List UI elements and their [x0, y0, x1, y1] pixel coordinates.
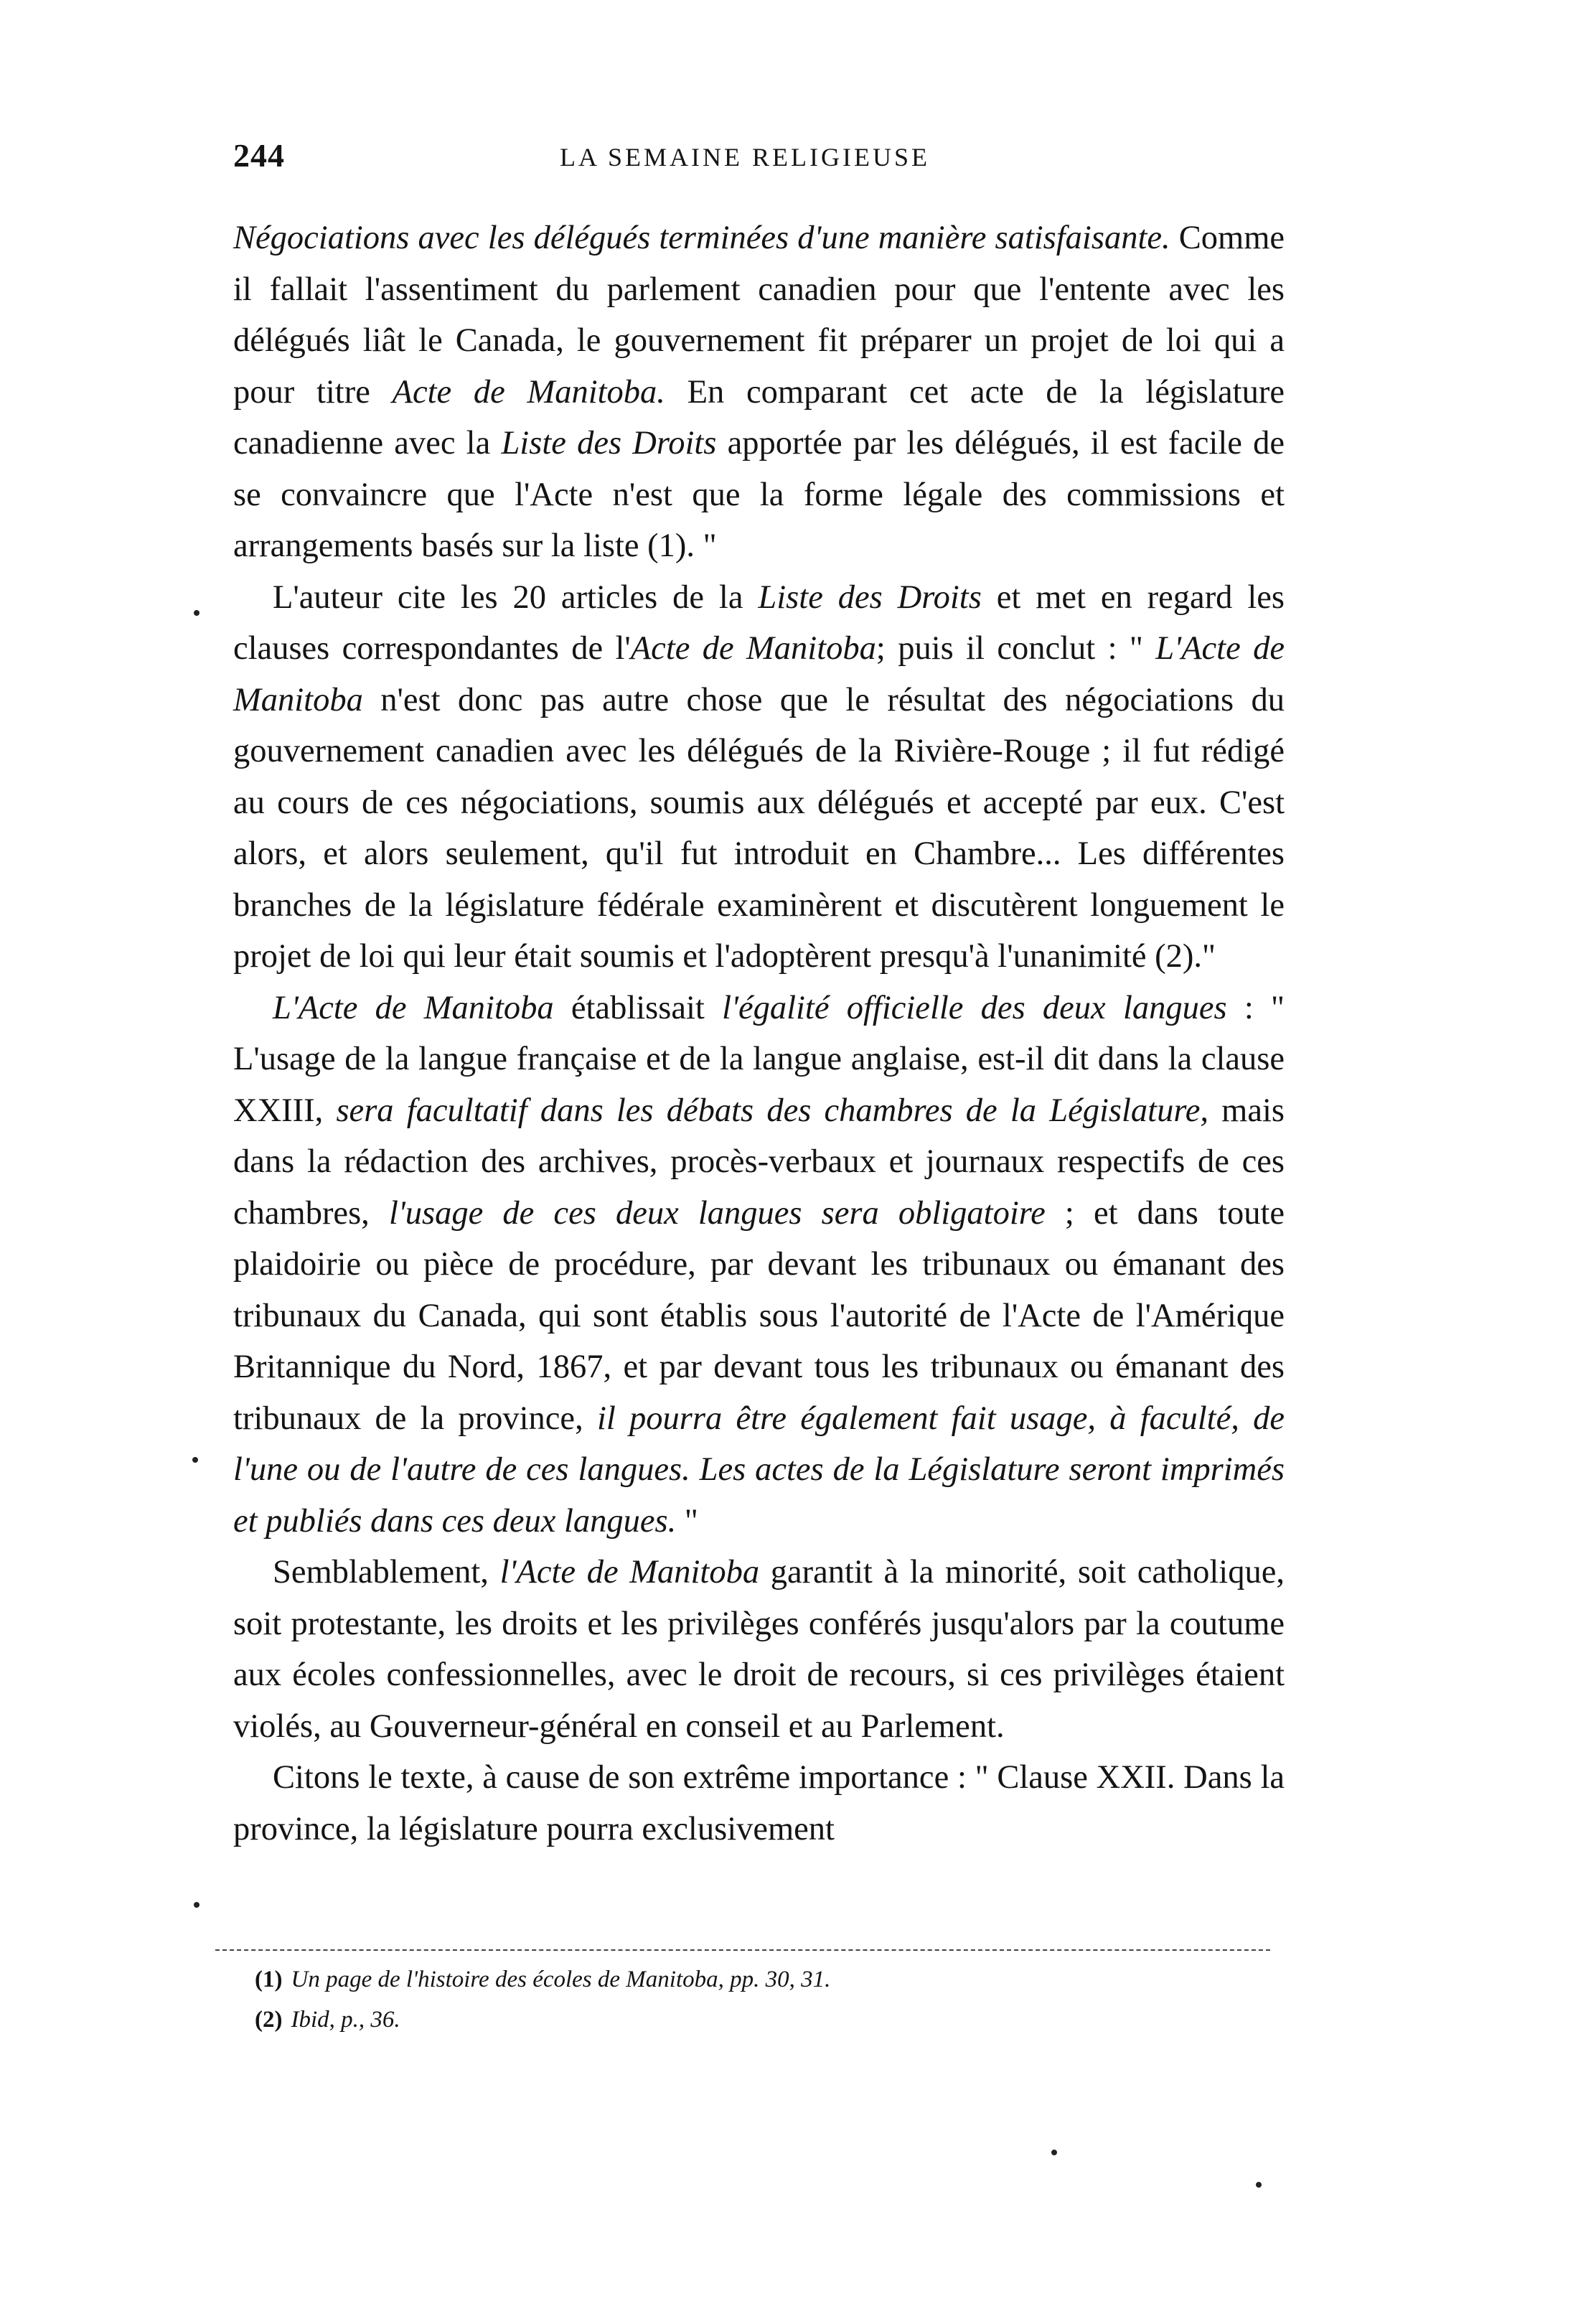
text-run: garantit à la minorité, soit catholique, soit protestante, les droits et les privilèges conférés jusqu'alors par la coutume aux écoles confessionnelles, avec le droit de recours, si ces privilèges étaient violés, au Gouverneur-général en conseil et au Parlement. — [233, 1554, 1285, 1745]
footnote-text: Un page de l'histoire des écoles de Manitoba, pp. 30, 31. — [291, 1967, 831, 1992]
text-run: L'auteur cite les 20 articles de la — [273, 578, 759, 616]
scan-speck — [194, 610, 200, 616]
italic-text-run: Liste des Droits — [501, 425, 717, 461]
italic-text-run: l'Acte de Manitoba — [499, 1554, 760, 1590]
scan-speck — [1051, 2150, 1057, 2155]
body-text — [233, 212, 1285, 1855]
text-run: Comme il fallait l'assentiment du parlement canadien pour que l'entente avec les délégués liât le Canada, le gouvernement fit préparer un projet de loi qui a pour titre — [233, 220, 1285, 411]
italic-text-run: il pourra être également fait usage, à faculté, de l'une ou de l'autre de ces langues. Les actes de la Législature seront imprimés et publiés dans ces deux langues. — [233, 1400, 1285, 1540]
paragraph — [233, 572, 1285, 983]
text-run: : " L'usage de la langue française et de la langue anglaise, est-il dit dans la clause XXIII, — [233, 989, 1285, 1129]
footnote-mark: (1) — [255, 1967, 283, 1992]
scan-speck — [1256, 2182, 1262, 2188]
italic-text-run: Liste des Droits — [758, 578, 982, 616]
italic-text-run: Négociations avec les délégués terminées d'une manière satisfaisante. — [233, 220, 1170, 256]
italic-text-run: L'Acte de Manitoba — [273, 989, 554, 1026]
text-run: et met en regard les clauses correspondantes de l' — [233, 578, 1285, 667]
footnote-text: Ibid, p., 36. — [291, 2007, 400, 2033]
text-run: ; puis il conclut : " — [876, 630, 1156, 667]
paragraph — [233, 1547, 1285, 1752]
text-run: établissait — [553, 989, 723, 1026]
text-run: mais dans la rédaction des archives, procès-verbaux et journaux respectifs de ces chambres, — [233, 1092, 1285, 1232]
page-number: 244 — [233, 137, 285, 174]
paragraph — [233, 212, 1285, 572]
footnote — [255, 2000, 1259, 2040]
text-run: En comparant cet acte de la législature canadienne avec la — [233, 373, 1285, 461]
italic-text-run: l'égalité officielle des deux langues — [722, 989, 1227, 1026]
italic-text-run: Acte de Manitoba. — [392, 373, 665, 411]
text-run: n'est donc pas autre chose que le résultat des négociations du gouvernement canadien avec les délégués de la Rivière-Rouge ; il fut rédigé au cours de ces négociations, soumis aux délégués et accepté par eux. C'est alors, et alors seulement, qu'il fut introduit en Chambre... Les différentes branches de la législature fédérale examinèrent et discutèrent longuement le projet de loi qui leur était soumis et l'adoptèrent presqu'à l'unanimité (2)." — [233, 681, 1285, 975]
text-run: Citons le texte, à cause de son extrême importance : " Clause XXII. Dans la province, la législature pourra exclusivement — [233, 1759, 1285, 1847]
text-run: Semblablement, — [273, 1554, 500, 1590]
paragraph — [233, 983, 1285, 1547]
text-run: ; et dans toute plaidoirie ou pièce de procédure, par devant les tribunaux ou émanant des tribunaux du Canada, qui sont établis sous l'autorité de l'Acte de l'Amérique Britannique du Nord, 1867, et par devant tous les tribunaux ou émanant des tribunaux de la province, — [233, 1194, 1285, 1437]
text-run: " — [676, 1502, 698, 1540]
page-header — [233, 136, 1288, 179]
scan-speck — [194, 1902, 200, 1908]
footnote — [255, 1959, 1259, 2000]
footnote-separator — [215, 1949, 1270, 1951]
running-head: LA SEMAINE RELIGIEUSE — [560, 143, 930, 172]
footnote-mark: (2) — [255, 2007, 283, 2033]
text-run: apportée par les délégués, il est facile de se convaincre que l'Acte n'est que la forme légale des commissions et arrangements basés sur la liste (1). " — [233, 425, 1285, 564]
italic-text-run: sera facultatif dans les débats des chambres de la Législature, — [336, 1092, 1208, 1129]
italic-text-run: l'usage de ces deux langues sera obligatoire — [388, 1194, 1046, 1232]
paragraph — [233, 1752, 1285, 1855]
scan-speck — [192, 1457, 198, 1463]
italic-text-run: Acte de Manitoba — [630, 630, 876, 667]
italic-text-run: L'Acte de Manitoba — [233, 630, 1285, 718]
footnotes — [255, 1959, 1259, 2040]
